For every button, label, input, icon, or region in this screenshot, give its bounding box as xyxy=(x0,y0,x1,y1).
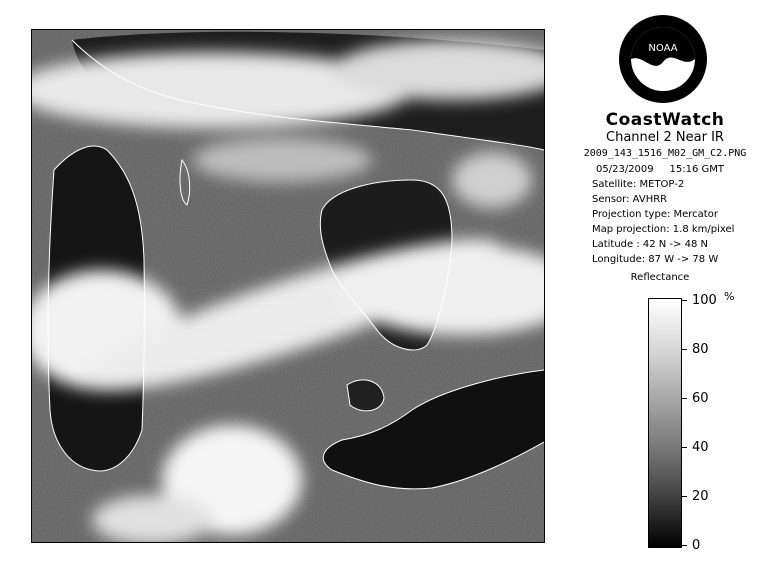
satellite-label: Satellite: METOP-2 xyxy=(592,179,685,190)
longitude-label: Longitude: 87 W -> 78 W xyxy=(592,254,719,265)
colorbar-title: Reflectance xyxy=(630,272,690,283)
map-projection-label: Map projection: 1.8 km/pixel xyxy=(592,224,735,235)
colorbar-tick xyxy=(681,496,687,497)
app-title: CoastWatch xyxy=(605,110,725,130)
cloud-band xyxy=(452,152,532,208)
sensor-label: Sensor: AVHRR xyxy=(592,194,668,205)
colorbar-tick xyxy=(681,349,687,350)
channel-label: Channel 2 Near IR xyxy=(606,130,724,145)
satellite-image xyxy=(31,29,545,543)
reflectance-colorbar xyxy=(648,298,682,548)
colorbar-tick-label: 0 xyxy=(692,538,701,553)
latitude-label: Latitude : 42 N -> 48 N xyxy=(592,239,708,250)
colorbar-tick xyxy=(681,545,687,546)
colorbar-tick-label: 80 xyxy=(692,342,709,357)
filename-label: 2009_143_1516_M02_GM_C2.PNG xyxy=(583,148,747,159)
colorbar-tick-label: 60 xyxy=(692,391,709,406)
time-value: 15:16 GMT xyxy=(669,164,725,175)
noaa-logo xyxy=(618,14,708,104)
logo-center-text: NOAA xyxy=(648,43,678,54)
date-value: 05/23/2009 xyxy=(596,164,654,175)
colorbar-tick xyxy=(681,447,687,448)
colorbar-tick xyxy=(681,398,687,399)
colorbar-tick-label: 20 xyxy=(692,489,709,504)
colorbar-tick-label: 40 xyxy=(692,440,709,455)
colorbar-tick xyxy=(681,300,687,301)
colorbar-tick-label: 100 xyxy=(692,293,717,308)
cloud-band xyxy=(192,138,372,182)
projection-type-label: Projection type: Mercator xyxy=(592,209,718,220)
colorbar-unit: % xyxy=(724,290,735,303)
satellite-image-svg xyxy=(32,30,544,542)
date-time-row xyxy=(596,164,724,175)
